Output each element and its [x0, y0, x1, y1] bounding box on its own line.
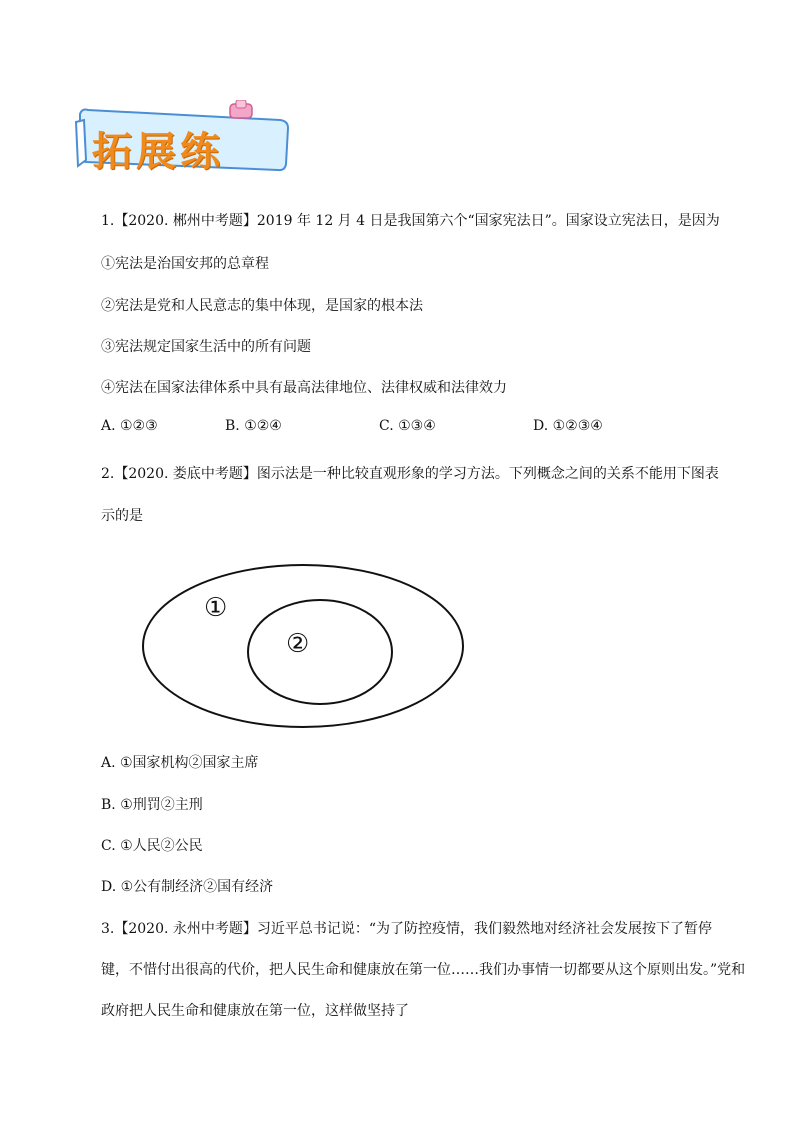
inner-label: ② — [286, 629, 310, 659]
inner-ellipse — [248, 600, 392, 704]
question-3-line-2: 键，不惜付出很高的代价，把人民生命和健康放在第一位……我们办事情一切都要从这个原则出发。”党和 — [101, 962, 746, 978]
question-2-stem-line-1: 2.【2020. 娄底中考题】图示法是一种比较直观形象的学习方法。下列概念之间的关系不能用下图表 — [101, 466, 719, 482]
question-1-item-4: ④宪法在国家法律体系中具有最高法律地位、法律权威和法律效力 — [101, 380, 507, 396]
question-3-line-1: 3.【2020. 永州中考题】习近平总书记说：“为了防控疫情，我们毅然地对经济社会发展按下了暂停 — [101, 921, 713, 937]
question-1-option-d[interactable]: D. ①②③④ — [533, 418, 603, 434]
question-2-option-b[interactable]: B. ①刑罚②主刑 — [101, 797, 203, 813]
question-1-stem: 1.【2020. 郴州中考题】2019 年 12 月 4 日是我国第六个“国家宪法日”。国家设立宪法日，是因为 — [101, 213, 720, 229]
question-1-item-3: ③宪法规定国家生活中的所有问题 — [101, 339, 311, 355]
question-1-option-b[interactable]: B. ①②④ — [225, 418, 282, 434]
question-1-option-c[interactable]: C. ①③④ — [379, 418, 436, 434]
question-3-line-3: 政府把人民生命和健康放在第一位，这样做坚持了 — [101, 1003, 409, 1019]
question-1-item-2: ②宪法是党和人民意志的集中体现，是国家的根本法 — [101, 298, 423, 314]
question-1-item-1: ①宪法是治国安邦的总章程 — [101, 256, 269, 272]
question-2-option-c[interactable]: C. ①人民②公民 — [101, 838, 203, 854]
venn-diagram — [140, 560, 470, 734]
question-1-options — [101, 418, 661, 440]
section-title: 拓展练 — [92, 129, 224, 175]
question-2-option-d[interactable]: D. ①公有制经济②国有经济 — [101, 879, 274, 895]
outer-label: ① — [204, 593, 228, 623]
question-2-option-a[interactable]: A. ①国家机构②国家主席 — [101, 755, 259, 771]
question-1-option-a[interactable]: A. ①②③ — [101, 418, 158, 434]
question-2-stem-line-2: 示的是 — [101, 508, 143, 524]
section-header-badge — [74, 100, 300, 178]
